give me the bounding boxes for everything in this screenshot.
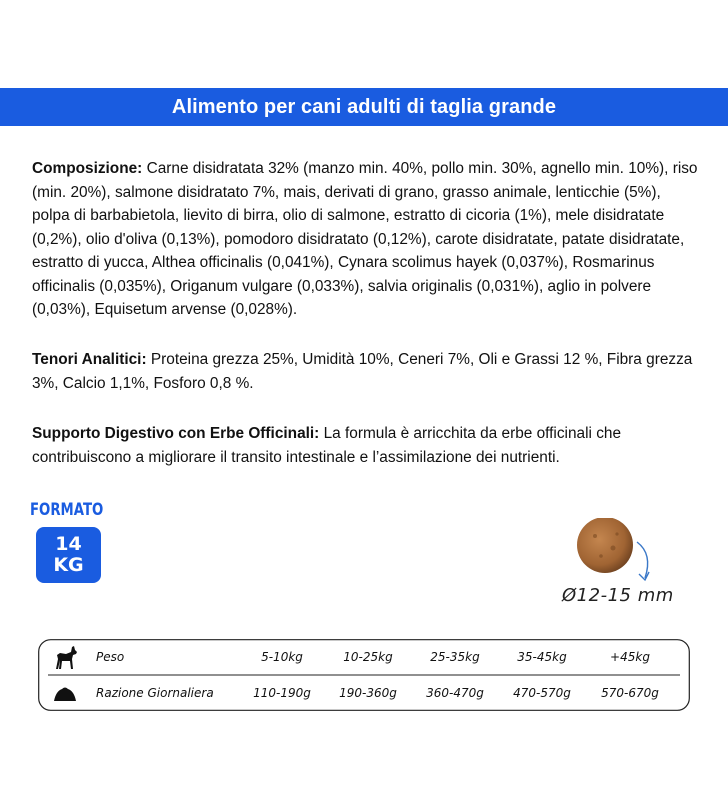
feeding-table: [38, 639, 690, 711]
row-label: Razione Giornaliera: [96, 686, 214, 700]
weight-value: 14: [55, 533, 82, 555]
weight-unit: KG: [53, 554, 84, 576]
table-row: [38, 639, 690, 675]
composition-paragraph: [32, 157, 700, 322]
food-pile-icon: [52, 683, 78, 707]
page-title: Alimento per cani adulti di taglia grande: [171, 95, 557, 118]
table-cell: 360-470g: [426, 686, 484, 700]
kibble-size: Ø12-15 mm: [562, 585, 674, 606]
analytical-label: Tenori Analitici:: [32, 351, 147, 368]
kibble-icon: [575, 518, 665, 590]
digestive-paragraph: [32, 422, 700, 469]
composition-label: Composizione:: [32, 160, 143, 177]
analytical-paragraph: [32, 348, 700, 395]
table-cell: 5-10kg: [261, 650, 303, 664]
digestive-label: Supporto Digestivo con Erbe Officinali:: [32, 425, 320, 442]
table-row: [38, 675, 690, 711]
analytical-text: Proteina grezza 25%, Umidità 10%, Ceneri 7%, Oli e Grassi 12 %, Fibra grezza 3%, Calcio 1,1%, Fosforo 0,8 %.: [32, 351, 693, 392]
dog-icon: [52, 643, 78, 671]
table-cell: +45kg: [610, 650, 650, 664]
table-cell: 25-35kg: [430, 650, 480, 664]
table-cell: 35-45kg: [517, 650, 567, 664]
format-label: FORMATO: [30, 500, 104, 520]
table-cell: 190-360g: [339, 686, 397, 700]
table-cell: 470-570g: [513, 686, 571, 700]
composition-text: Carne disidratata 32% (manzo min. 40%, pollo min. 30%, agnello min. 10%), riso (min. 20%), salmone disidratato 7%, mais, derivati di grano, grasso animale, lenticchie (5%), polpa di barbabietola, lievito di birra, olio di salmone, estratto di cicoria (1%), mele disidratate (0,2%), olio d'oliva (0,13%), pomodoro disidratato (0,12%), carote disidratate, patate disidratate, estratto di yucca, Althea officinalis (0,041%), Cynara scolimus hayek (0,037%), Rosmarinus officinalis (0,035%), Origanum vulgare (0,033%), salvia originalis (0,031%), aglio in polvere (0,03%), Equisetum arvense (0,028%).: [32, 160, 698, 318]
header-banner: [0, 88, 728, 126]
row-label: Peso: [96, 650, 125, 664]
table-cell: 110-190g: [253, 686, 311, 700]
weight-badge: [36, 527, 101, 583]
digestive-text: La formula è arricchita da erbe officinali che contribuiscono a migliorare il transito intestinale e l’assimilazione dei nutrienti.: [32, 425, 622, 466]
table-cell: 570-670g: [601, 686, 659, 700]
table-cell: 10-25kg: [343, 650, 393, 664]
